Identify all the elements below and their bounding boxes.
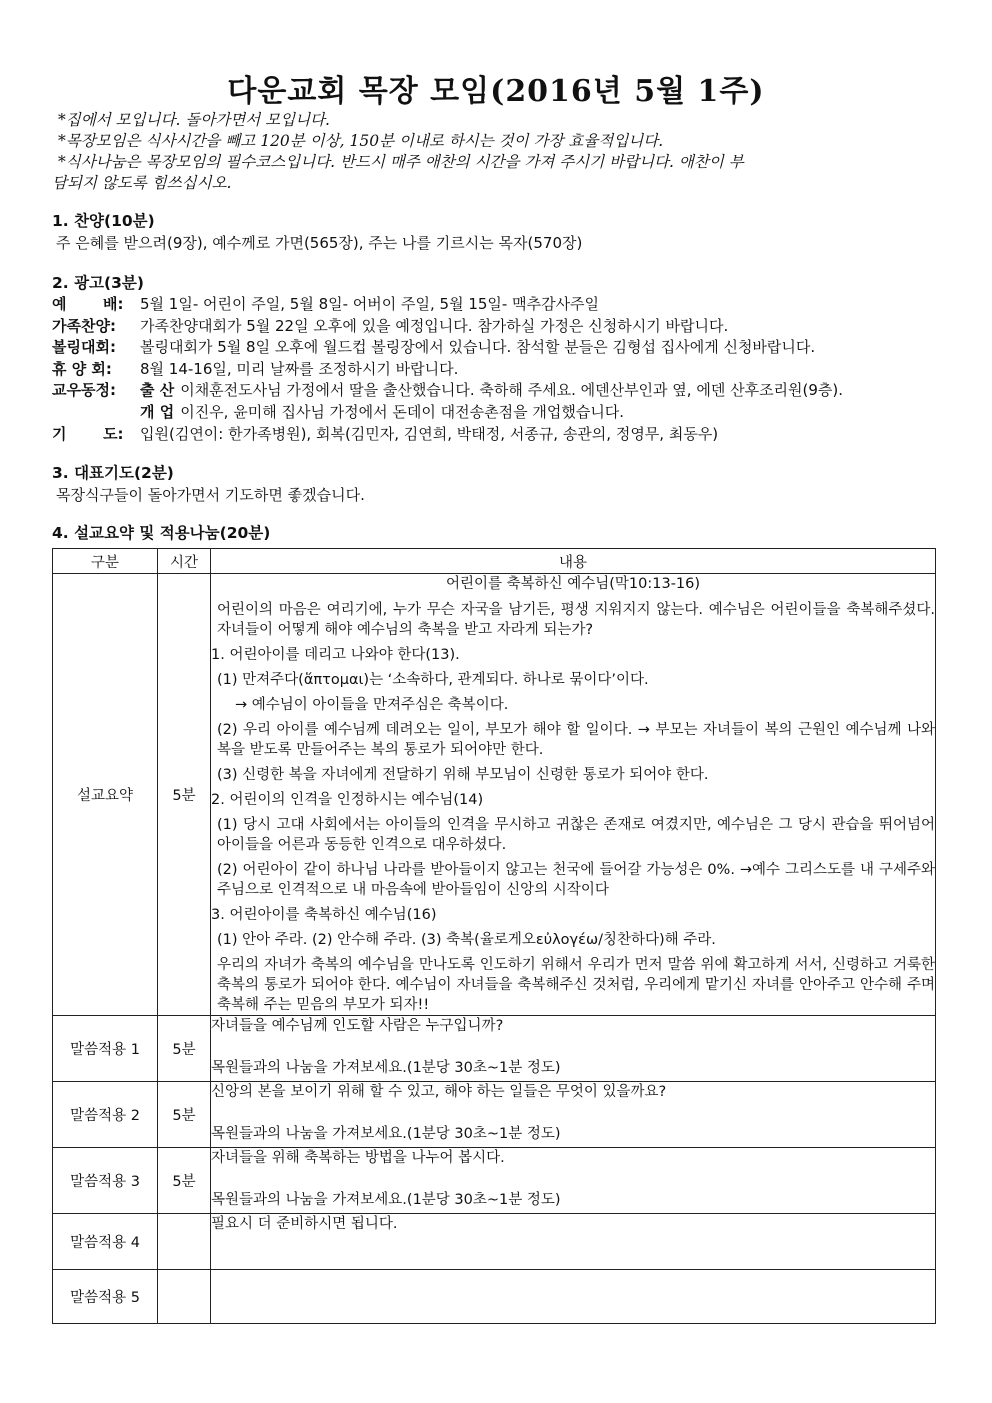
application-content — [211, 1148, 936, 1214]
announcement-value: 가족찬양대회가 5월 22일 오후에 있을 예정입니다. 참가하실 가정은 신청하시기 바랍니다. — [140, 316, 729, 335]
note-line: *식사나눔은 목장모임의 필수코스입니다. 반드시 매주 애찬의 시간을 가져 주시기 바랍니다. 애찬이 부 — [58, 153, 744, 171]
row-category: 말씀적용 4 — [53, 1214, 158, 1270]
sermon-paragraph: 우리의 자녀가 축복의 예수님을 만나도록 인도하기 위해서 우리가 먼저 말씀 위에 확고하게 서서, 신령하고 거룩한 축복의 통로가 되어야 한다. 예수님이 자녀들을 축복해주신 것처럼, 우리에게 맡기신 자녀를 안아주고 안수해 주며 축복해 주는 믿음의 부모가 되자!! — [217, 957, 935, 1013]
section-praise — [52, 210, 952, 254]
sermon-paragraph: 어린이의 마음은 여리기에, 누가 무슨 자국을 남기든, 평생 지워지지 않는다. 예수님은 어린이들을 축복해주셨다. 자녀들이 어떻게 해야 예수님의 축복을 받고 자라게 되는가? — [217, 602, 935, 638]
table-row — [53, 1270, 936, 1324]
announcement-entry — [140, 402, 952, 424]
section-sermon — [52, 522, 952, 544]
header-content: 내용 — [211, 549, 936, 574]
announcement-label: 가족찬양: — [52, 316, 116, 335]
row-category: 설교요약 — [53, 574, 158, 1016]
announcement-entry — [140, 380, 952, 402]
sermon-paragraph: (1) 안아 주라. (2) 안수해 주라. (3) 축복(율로게오εὐλογέω/칭찬하다)해 주라. — [217, 932, 716, 948]
table-row — [53, 1214, 936, 1270]
row-time: 5분 — [158, 1082, 211, 1148]
note-line: *집에서 모입니다. 돌아가면서 모입니다. — [58, 111, 330, 129]
application-content — [211, 1016, 936, 1082]
row-time — [158, 1214, 211, 1270]
announcement-label: 예 배: — [52, 295, 124, 313]
row-time: 5분 — [158, 1148, 211, 1214]
section-announcements — [52, 272, 952, 445]
sermon-paragraph: 1. 어린아이를 데리고 나와야 한다(13). — [211, 647, 460, 663]
announcement-sublabel: 개 업 — [140, 402, 175, 421]
sermon-paragraph: (1) 만져주다(ἅπτομαι)는 ‘소속하다, 관계되다. 하나로 묶이다’이다. — [217, 672, 649, 688]
table-header-row — [53, 549, 936, 574]
announcement-label: 기 도: — [52, 424, 124, 443]
row-time: 5분 — [158, 1016, 211, 1082]
table-row — [53, 1148, 936, 1214]
page-title: 다운교회 목장 모임(2016년 5월 1주) — [227, 74, 765, 109]
sermon-paragraph: (3) 신령한 복을 자녀에게 전달하기 위해 부모님이 신령한 통로가 되어야 한다. — [217, 767, 709, 783]
announcement-value: 8월 14-16일, 미리 날짜를 조정하시기 바랍니다. — [140, 359, 459, 378]
application-guide: 목원들과의 나눔을 가져보세요.(1분당 30초~1분 정도) — [211, 1126, 561, 1142]
announcement-label: 휴 양 회: — [52, 359, 112, 378]
row-category: 말씀적용 2 — [53, 1082, 158, 1148]
section-body: 목장식구들이 돌아가면서 기도하면 좋겠습니다. — [56, 486, 365, 504]
note-line: *목장모임은 식사시간을 빼고 120분 이상, 150분 이내로 하시는 것이 가장 효율적입니다. — [58, 132, 664, 150]
row-category: 말씀적용 1 — [53, 1016, 158, 1082]
sermon-title: 어린이를 축복하신 예수님(막10:13-16) — [445, 576, 701, 592]
announcement-label — [52, 402, 138, 424]
application-question: 자녀들을 위해 축복하는 방법을 나누어 봅시다. — [211, 1150, 505, 1166]
table-row — [53, 1082, 936, 1148]
section-heading: 4. 설교요약 및 적용나눔(20분) — [52, 524, 271, 542]
header-category: 구분 — [53, 549, 158, 574]
table-row — [53, 1016, 936, 1082]
application-content — [211, 1082, 936, 1148]
application-content — [211, 1270, 936, 1324]
application-guide: 목원들과의 나눔을 가져보세요.(1분당 30초~1분 정도) — [211, 1192, 561, 1208]
sermon-paragraph: 3. 어린아이를 축복하신 예수님(16) — [211, 907, 437, 923]
sermon-paragraph: (2) 우리 아이를 예수님께 데려오는 일이, 부모가 해야 할 일이다. → 부모는 자녀들이 복의 근원인 예수님께 나와 복을 받도록 만들어주는 복의 통로가 되어야만 한다. — [217, 722, 935, 758]
header-time: 시간 — [158, 549, 211, 574]
section-heading: 2. 광고(3분) — [52, 274, 144, 292]
row-time — [158, 1270, 211, 1324]
application-content — [211, 1214, 936, 1270]
announcement-value: 이채훈전도사님 가정에서 딸을 출산했습니다. 축하해 주세요. 에덴산부인과 옆, 에덴 산후조리원(9층). — [180, 381, 844, 400]
sermon-table — [52, 548, 936, 1324]
announcement-value: 5월 1일- 어린이 주일, 5월 8일- 어버이 주일, 5월 15일- 맥추감사주일 — [140, 295, 600, 313]
announcement-label: 교우동정: — [52, 381, 116, 400]
section-heading: 3. 대표기도(2분) — [52, 464, 174, 482]
row-category: 말씀적용 3 — [53, 1148, 158, 1214]
announcement-value: 입원(김연이: 한가족병원), 회복(김민자, 김연희, 박태정, 서종규, 송관의, 정영무, 최동우) — [140, 424, 719, 443]
row-time: 5분 — [158, 574, 211, 1016]
application-guide: 목원들과의 나눔을 가져보세요.(1분당 30초~1분 정도) — [211, 1060, 561, 1076]
note-line: 담되지 않도록 힘쓰십시오. — [52, 174, 232, 192]
meeting-notes — [52, 110, 952, 194]
section-heading: 1. 찬양(10분) — [52, 212, 155, 230]
announcement-value: 볼링대회가 5월 8일 오후에 월드컵 볼링장에서 있습니다. 참석할 분들은 김형섭 집사에게 신청바랍니다. — [140, 338, 816, 357]
announcement-list — [52, 294, 952, 445]
announcement-sublabel: 출 산 — [140, 381, 175, 400]
section-body: 주 은혜를 받으려(9장), 예수께로 가면(565장), 주는 나를 기르시는 목자(570장) — [56, 234, 583, 252]
sermon-paragraph: → 예수님이 아이들을 만져주심은 축복이다. — [235, 697, 509, 713]
announcement-value: 이진우, 윤미해 집사님 가정에서 돈데이 대전송촌점을 개업했습니다. — [180, 402, 625, 421]
row-category: 말씀적용 5 — [53, 1270, 158, 1324]
sermon-paragraph: (1) 당시 고대 사회에서는 아이들의 인격을 무시하고 귀찮은 존재로 여겼지만, 예수님은 그 당시 관습을 뛰어넘어 아이들을 어른과 동등한 인격으로 대우하셨다. — [217, 817, 935, 853]
sermon-summary — [211, 574, 936, 1016]
section-prayer — [52, 462, 952, 506]
table-row — [53, 574, 936, 1016]
application-question: 자녀들을 예수님께 인도할 사람은 누구입니까? — [211, 1018, 504, 1034]
application-question: 필요시 더 준비하시면 됩니다. — [211, 1216, 398, 1232]
sermon-paragraph: (2) 어린아이 같이 하나님 나라를 받아들이지 않고는 천국에 들어갈 가능성은 0%. →예수 그리스도를 내 구세주와 주님으로 인격적으로 내 마음속에 받아들임이 신앙의 시작이다 — [217, 862, 935, 898]
sermon-paragraph: 2. 어린이의 인격을 인정하시는 예수님(14) — [211, 792, 484, 808]
application-question: 신앙의 본을 보이기 위해 할 수 있고, 해야 하는 일들은 무엇이 있을까요? — [211, 1084, 667, 1100]
announcement-label: 볼링대회: — [52, 338, 116, 357]
